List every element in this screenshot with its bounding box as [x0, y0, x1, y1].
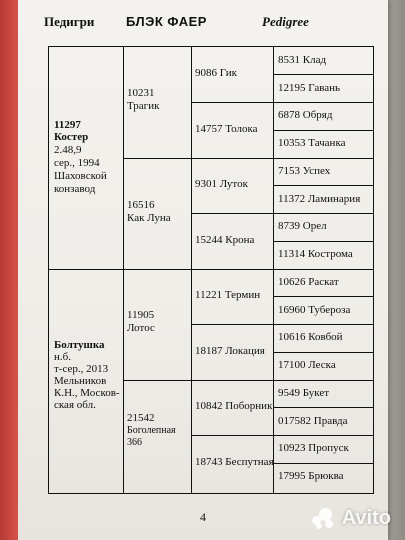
gen4-entry: 10923 Пропуск	[278, 442, 349, 454]
header-horse-name: БЛЭК ФАЕР	[126, 14, 207, 29]
avito-wordmark: Avito	[341, 507, 391, 529]
gen2-name: Лотос	[127, 322, 155, 334]
dam-detail: К.Н., Москов-	[54, 387, 120, 399]
row-divider	[274, 352, 373, 353]
row-divider	[274, 296, 373, 297]
gen2-id: 21542	[127, 412, 155, 424]
gen4-entry: 9549 Букет	[278, 387, 330, 399]
avito-logo-icon	[312, 508, 338, 530]
row-divider	[274, 130, 373, 131]
dam-detail: т-сер., 2013	[54, 363, 109, 375]
gen2-id: 16516	[127, 199, 155, 211]
header-pedigree-en: Pedigree	[262, 14, 309, 29]
gen4-entry: 017582 Правда	[278, 415, 348, 427]
gen4-entry: 6878 Обряд	[278, 109, 333, 121]
gen4-entry: 10626 Раскат	[278, 276, 339, 288]
sire-detail: Шаховской	[54, 170, 107, 182]
gen4-entry: 10616 Ковбой	[278, 331, 343, 343]
dam-detail: Мельников	[54, 375, 107, 387]
row-divider	[274, 74, 373, 75]
row-divider	[124, 158, 373, 159]
gen4-entry: 12195 Гавань	[278, 82, 341, 94]
gen3-entry: 9301 Луток	[195, 178, 248, 190]
row-divider	[192, 213, 373, 214]
sire-detail: сер., 1994	[54, 157, 100, 169]
gen3-entry: 18187 Локация	[195, 345, 265, 357]
gen2-id: 11905	[127, 309, 155, 321]
gen2-name: Боголепная	[127, 425, 176, 436]
gen3-entry: 11221 Термин	[195, 289, 261, 301]
gen4-entry: 11372 Ламинария	[278, 193, 361, 205]
gen4-entry: 17100 Леска	[278, 359, 336, 371]
row-divider	[192, 435, 373, 436]
header-pedigree-ru: Педигри	[44, 14, 95, 29]
booklet-page	[18, 0, 388, 540]
row-divider	[274, 407, 373, 408]
column-divider	[123, 47, 124, 493]
gen3-entry: 15244 Крона	[195, 234, 255, 246]
gen3-entry: 18743 Беспутная	[195, 456, 274, 468]
gen4-entry: 11314 Кострома	[278, 248, 353, 260]
gen2-name: Трагик	[127, 100, 160, 112]
gen2-name: Как Луна	[127, 212, 171, 224]
gen3-entry: 10842 Поборник	[195, 400, 273, 412]
avito-watermark	[312, 507, 391, 530]
column-divider	[273, 47, 274, 493]
gen4-entry: 17995 Брюква	[278, 470, 344, 482]
gen2-id: 10231	[127, 87, 155, 99]
row-divider	[274, 463, 373, 464]
gen4-entry: 8531 Клад	[278, 54, 327, 66]
row-divider	[192, 102, 373, 103]
sire-id: 11297	[54, 119, 81, 131]
gen4-entry: 16960 Тубероза	[278, 304, 351, 316]
gen4-entry: 7153 Успех	[278, 165, 331, 177]
dam-detail: н.б.	[54, 351, 71, 363]
gen2-name: 366	[127, 437, 142, 448]
page-number: 4	[200, 510, 206, 524]
row-divider	[192, 324, 373, 325]
pedigree-table	[48, 46, 374, 494]
dam-name: Болтушка	[54, 339, 105, 351]
gen3-entry: 9086 Гик	[195, 67, 237, 79]
row-divider	[49, 269, 373, 270]
row-divider	[124, 380, 373, 381]
dam-detail: ская обл.	[54, 399, 96, 411]
gen4-entry: 10353 Тачанка	[278, 137, 346, 149]
sire-detail: 2.48,9	[54, 144, 82, 156]
gen4-entry: 8739 Орел	[278, 220, 327, 232]
sire-name: Костер	[54, 131, 89, 143]
column-divider	[191, 47, 192, 493]
sire-detail: конзавод	[54, 183, 96, 195]
row-divider	[274, 241, 373, 242]
gen3-entry: 14757 Толока	[195, 123, 258, 135]
row-divider	[274, 185, 373, 186]
